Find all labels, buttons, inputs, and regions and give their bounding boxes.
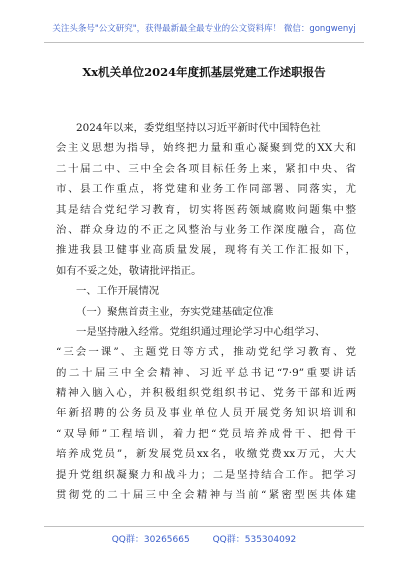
document-body (56, 118, 356, 505)
paragraph-line: 培养成党员”，新发展党员xx名，收缴党费xx万元，大大 (56, 448, 356, 461)
paragraph-line: 二十届二中、三中全会各项目标任务上来，紧扣中央、省 (56, 162, 356, 175)
paragraph-line: 的二十届三中全会精神、习近平总书记“7·9”重要讲话 (56, 366, 356, 379)
footer-divider (44, 526, 364, 527)
paragraph-line: 市、县工作重点，将党建和业务工作同部署、同落实，尤 (56, 183, 356, 196)
paragraph-line: 会主义思想为指导，始终把力量和重心凝聚到党的XX大和 (56, 142, 356, 155)
document-title: Xx机关单位2024年度抓基层党建工作述职报告 (82, 65, 326, 79)
header-note: 关注头条号"公文研究"，获得最新最全最专业的公文资料库！ 微信：gongwenyj (52, 24, 356, 34)
paragraph-line: 年新招聘的公务员及事业单位人员开展党务知识培训和 (56, 407, 356, 420)
paragraph-line: 一是坚持融入经常。党组织通过理论学习中心组学习、 (76, 325, 326, 338)
paragraph-line: 治、群众身边的不正之风整治与业务工作深度融合，高位 (56, 223, 356, 236)
paragraph-line: 提升党组织凝聚力和战斗力；二是坚持结合工作。把学习 (56, 468, 356, 481)
footer (0, 532, 408, 545)
paragraph-line: 推进我县卫健事业高质量发展，现将有关工作汇报如下， (56, 244, 356, 257)
footer-qq-group-1: QQ群：30265665 (111, 535, 190, 545)
footer-qq-group-2: QQ群：535304092 (212, 535, 297, 545)
paragraph-line: 2024年以来，委党组坚持以习近平新时代中国特色社 (76, 122, 321, 134)
paragraph-line: 精神入脑入心，并积极组织党组织书记、党务干部和近两 (56, 387, 356, 400)
paragraph-line: “三会一课”、主题党日等方式，推动党纪学习教育、党 (56, 346, 356, 359)
paragraph-line: 如有不妥之处，敬请批评指正。 (56, 264, 202, 277)
section-heading: 一、工作开展情况 (76, 285, 160, 298)
paragraph-line: 贯彻党的二十届三中全会精神与当前“紧密型医共体建 (56, 489, 356, 502)
header-divider (44, 42, 364, 43)
paragraph-line: “双导师”工程培训，着力把“党员培养成骨干、把骨干 (56, 427, 356, 440)
paragraph-line: 其是结合党纪学习教育，切实将医药领域腐败问题集中整 (56, 203, 356, 216)
subsection-heading: （一）聚焦首责主业，夯实党建基础定位准 (76, 305, 274, 318)
